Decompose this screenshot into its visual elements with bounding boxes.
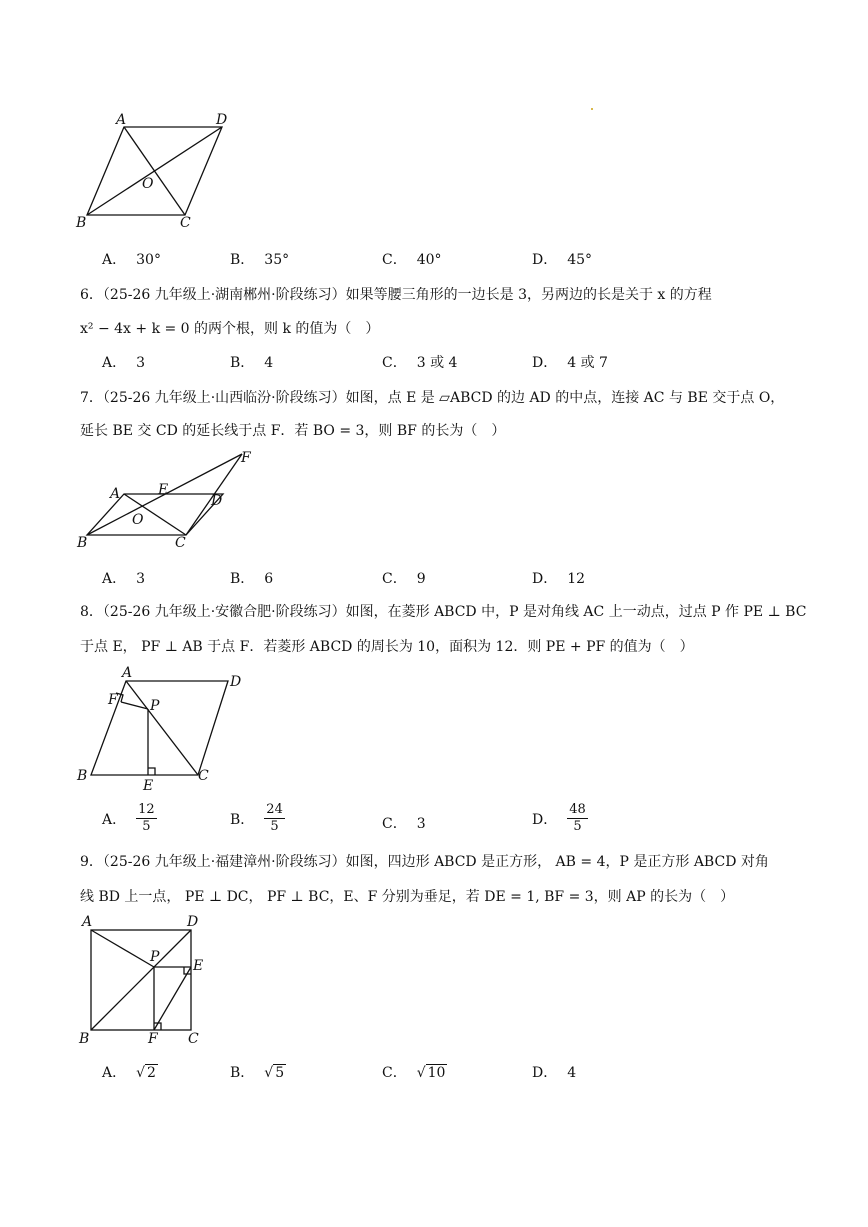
q7-label-f: F: [241, 450, 251, 466]
q9-line-ap: [91, 930, 154, 967]
q7-option-c[interactable]: C． 9: [382, 571, 426, 587]
q5-label-d: D: [216, 112, 228, 128]
q8-options: [102, 802, 782, 842]
q7-option-a[interactable]: A． 3: [102, 571, 146, 587]
q6-option-d[interactable]: D． 4 或 7: [532, 355, 608, 371]
q7-options: [102, 568, 782, 594]
q9-label-f: F: [148, 1031, 158, 1047]
q5-figure: [70, 105, 250, 235]
q5-label-o: O: [142, 176, 154, 192]
q6-option-c[interactable]: C． 3 或 4: [382, 355, 458, 371]
q6-option-b[interactable]: B． 4: [230, 355, 274, 371]
q5-label-a: A: [116, 112, 127, 128]
q5-label-b: B: [76, 215, 87, 231]
q9-label-d: D: [187, 914, 199, 930]
q8-label-e: E: [143, 778, 154, 794]
q7-label-b: B: [77, 535, 88, 551]
stray-mark: [591, 108, 593, 110]
q7-line1: 7．（25-26 九年级上·山西临汾·阶段练习）如图，点 E 是 ▱ABCD 的边 AD 的中点，连接 AC 与 BE 交于点 O，: [80, 390, 785, 406]
q8-option-b[interactable]: B． $\frac{24}{5}$: [230, 802, 283, 834]
q8-label-d: D: [230, 674, 242, 690]
q9-option-d[interactable]: D． 4: [532, 1065, 577, 1081]
q5-option-d[interactable]: D． 45°: [532, 252, 593, 268]
q9-label-c: C: [188, 1031, 199, 1047]
q5-option-a[interactable]: A． 30°: [102, 252, 161, 268]
q7-figure: [70, 448, 270, 556]
q5-options: [102, 249, 782, 275]
q7-option-b[interactable]: B． 6: [230, 571, 274, 587]
q5-diagonal-bd: [87, 127, 222, 215]
q7-label-o: O: [132, 512, 144, 528]
q9-label-e: E: [193, 958, 204, 974]
q8-label-c: C: [198, 768, 209, 784]
q8-line1: 8．（25-26 九年级上·安徽合肥·阶段练习）如图，在菱形 ABCD 中，P 是对角线 AC 上一动点，过点 P 作 PE ⊥ BC: [80, 604, 807, 620]
q6-option-a[interactable]: A． 3: [102, 355, 146, 371]
q8-label-a: A: [122, 665, 133, 681]
q6-line1: 6．（25-26 九年级上·湖南郴州·阶段练习）如果等腰三角形的一边长是 3，另两边的长是关于 x 的方程: [80, 287, 712, 303]
q9-label-b: B: [79, 1031, 90, 1047]
q8-label-f: F: [108, 692, 118, 708]
q9-diagonal-bd: [91, 930, 191, 1030]
q8-diagonal-ac: [126, 681, 198, 775]
q9-option-a[interactable]: A． √ 2: [102, 1065, 156, 1081]
q5-option-b[interactable]: B． 35°: [230, 252, 290, 268]
q9-option-c[interactable]: C． √ 10: [382, 1065, 446, 1081]
q8-option-c[interactable]: C． 3: [382, 816, 426, 832]
q9-option-b[interactable]: B． √ 5: [230, 1065, 285, 1081]
q9-line1: 9．（25-26 九年级上·福建漳州·阶段练习）如图，四边形 ABCD 是正方形， AB = 4，P 是正方形 ABCD 对角: [80, 854, 769, 870]
q5-option-c[interactable]: C． 40°: [382, 252, 442, 268]
q6-line2: x² − 4x + k = 0 的两个根，则 k 的值为（ ）: [80, 321, 380, 337]
q9-options: [102, 1062, 782, 1088]
q9-label-a: A: [82, 914, 93, 930]
q8-option-a[interactable]: A． $\frac{12}{5}$: [102, 802, 155, 834]
q5-label-c: C: [180, 215, 191, 231]
q7-label-a: A: [110, 486, 121, 502]
q7-option-d[interactable]: D． 12: [532, 571, 586, 587]
q6-options: [102, 352, 782, 378]
q8-label-b: B: [77, 768, 88, 784]
q8-line2: 于点 E， PF ⊥ AB 于点 F．若菱形 ABCD 的周长为 10，面积为 12．则 PE + PF 的值为（ ）: [80, 639, 694, 655]
q8-right-angle-e: [148, 768, 155, 775]
q7-label-c: C: [175, 535, 186, 551]
q8-figure: [70, 662, 270, 794]
q9-line2: 线 BD 上一点， PE ⊥ DC， PF ⊥ BC，E、F 分别为垂足，若 DE = 1, BF = 3，则 AP 的长为（ ）: [80, 889, 735, 905]
q7-label-d: D: [211, 493, 223, 509]
q9-figure: [70, 910, 230, 1050]
q8-label-p: P: [150, 698, 160, 714]
q8-option-d[interactable]: D． $\frac{48}{5}$: [532, 802, 586, 834]
q7-line2: 延长 BE 交 CD 的延长线于点 F．若 BO = 3，则 BF 的长为（ ）: [80, 423, 506, 439]
q9-line-ef: [154, 967, 191, 1030]
q7-label-e: E: [158, 482, 169, 498]
q9-label-p: P: [150, 949, 160, 965]
